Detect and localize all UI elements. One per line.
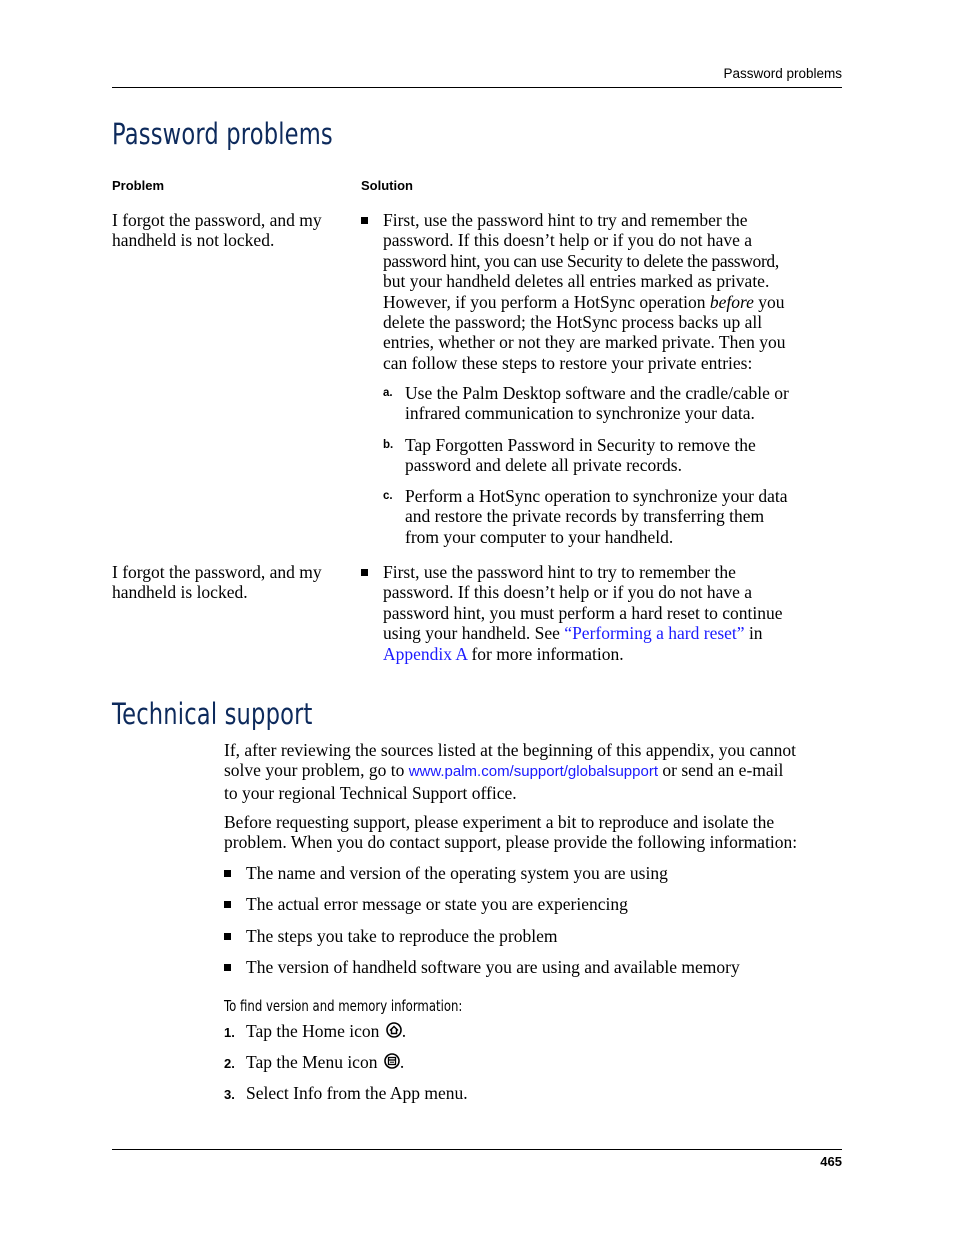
paragraph-line: to your regional Technical Support office. bbox=[224, 782, 517, 803]
bullet-square-icon bbox=[224, 870, 231, 877]
step-line: and restore the private records by transferring them bbox=[405, 506, 765, 527]
link-performing-hard-reset[interactable]: “Performing a hard reset” bbox=[564, 623, 745, 644]
procedure-step-3: Select Info from the App menu. bbox=[246, 1083, 468, 1103]
procedure-step-2 bbox=[246, 1052, 404, 1072]
paragraph-line: Before requesting support, please experiment a bit to reproduce and isolate the bbox=[224, 812, 775, 832]
bullet-square-icon bbox=[361, 217, 368, 224]
link-palm-support-url[interactable]: www.palm.com/support/globalsupport bbox=[408, 763, 658, 781]
procedure-step-1 bbox=[246, 1021, 406, 1041]
step-letter: a. bbox=[383, 387, 393, 399]
solution-1 bbox=[383, 210, 843, 373]
paragraph-line: problem. When you do contact support, please provide the following information: bbox=[224, 832, 798, 853]
solution-1-line: password hint, you can use Security to delete the password, bbox=[383, 250, 779, 271]
solution-1-line: entries, whether or not they are marked private. Then you bbox=[383, 332, 786, 353]
text-run: using your handheld. See bbox=[383, 623, 565, 644]
footer-rule bbox=[112, 1149, 842, 1150]
info-list-item: The name and version of the operating system you are using bbox=[246, 863, 668, 883]
solution-1-line: First, use the password hint to try and remember the bbox=[383, 210, 748, 230]
text-run: in bbox=[744, 623, 763, 644]
step-letter: b. bbox=[383, 439, 394, 451]
text-run: you bbox=[753, 291, 785, 312]
text-run: solve your problem, go to bbox=[224, 760, 409, 781]
problem-1-line: I forgot the password, and my bbox=[112, 210, 322, 230]
problem-2-line: I forgot the password, and my bbox=[112, 562, 322, 582]
text-run: or send an e-mail bbox=[658, 760, 784, 781]
column-header-solution: Solution bbox=[361, 178, 413, 193]
info-list-item: The actual error message or state you are experiencing bbox=[246, 894, 628, 914]
problem-2-line: handheld is locked. bbox=[112, 582, 248, 603]
solution-2-line: password. If this doesn’t help or if you do not have a bbox=[383, 582, 753, 603]
step-line: password and delete all private records. bbox=[405, 455, 682, 476]
step-c-text bbox=[405, 486, 845, 547]
step-b-text bbox=[405, 435, 845, 476]
step-line: infrared communication to synchronize your data. bbox=[405, 403, 755, 424]
solution-2-line: password hint, you must perform a hard reset to continue bbox=[383, 602, 783, 623]
solution-1-line bbox=[383, 292, 843, 312]
step-end: . bbox=[401, 1021, 407, 1041]
solution-1-line: delete the password; the HotSync process backs up all bbox=[383, 312, 763, 333]
section-title-password-problems: Password problems bbox=[112, 117, 333, 151]
step-line: Perform a HotSync operation to synchronize your data bbox=[405, 486, 788, 506]
tech-paragraph-1 bbox=[224, 740, 849, 803]
paragraph-line bbox=[224, 760, 849, 782]
tech-paragraph-2 bbox=[224, 812, 849, 853]
step-line: Tap Forgotten Password in Security to remove the bbox=[405, 435, 756, 455]
step-number: 3. bbox=[224, 1087, 235, 1102]
solution-2 bbox=[383, 562, 843, 664]
problem-2 bbox=[112, 562, 352, 603]
step-letter: c. bbox=[383, 490, 393, 502]
bullet-square-icon bbox=[224, 901, 231, 908]
solution-2-line bbox=[383, 644, 843, 664]
link-appendix-a[interactable]: Appendix A bbox=[383, 643, 468, 664]
info-list-item: The version of handheld software you are using and available memory bbox=[246, 957, 740, 977]
info-list-item: The steps you take to reproduce the problem bbox=[246, 926, 558, 946]
bullet-square-icon bbox=[361, 569, 368, 576]
solution-2-line: First, use the password hint to try to remember the bbox=[383, 562, 736, 582]
paragraph-line: If, after reviewing the sources listed at the beginning of this appendix, you cannot bbox=[224, 740, 796, 760]
step-end: . bbox=[399, 1052, 405, 1072]
step-a-text bbox=[405, 383, 845, 424]
menu-icon bbox=[384, 1053, 400, 1069]
solution-1-line: can follow these steps to restore your private entries: bbox=[383, 352, 753, 373]
emphasis-before: before bbox=[709, 291, 754, 312]
problem-1-line: handheld is not locked. bbox=[112, 230, 275, 251]
column-header-problem: Problem bbox=[112, 178, 165, 193]
bullet-square-icon bbox=[224, 933, 231, 940]
step-text: Tap the Home icon bbox=[246, 1021, 384, 1041]
step-line: from your computer to your handheld. bbox=[405, 526, 674, 547]
solution-2-line bbox=[383, 623, 843, 643]
running-header bbox=[112, 64, 842, 88]
step-text: Tap the Menu icon bbox=[246, 1052, 382, 1072]
step-number: 2. bbox=[224, 1056, 235, 1071]
solution-1-line: but your handheld deletes all entries marked as private. bbox=[383, 271, 770, 292]
running-title: Password problems bbox=[723, 66, 842, 81]
step-number: 1. bbox=[224, 1025, 235, 1040]
section-title-technical-support: Technical support bbox=[112, 697, 313, 731]
procedure-heading: To find version and memory information: bbox=[224, 997, 463, 1015]
text-run: for more information. bbox=[467, 643, 624, 664]
problem-1 bbox=[112, 210, 352, 251]
page-number: 465 bbox=[820, 1154, 842, 1169]
bullet-square-icon bbox=[224, 964, 231, 971]
step-line: Use the Palm Desktop software and the cradle/cable or bbox=[405, 383, 789, 403]
home-icon bbox=[386, 1022, 402, 1038]
text-run: However, if you perform a HotSync operation bbox=[383, 291, 710, 312]
solution-1-line: password. If this doesn’t help or if you do not have a bbox=[383, 230, 753, 251]
